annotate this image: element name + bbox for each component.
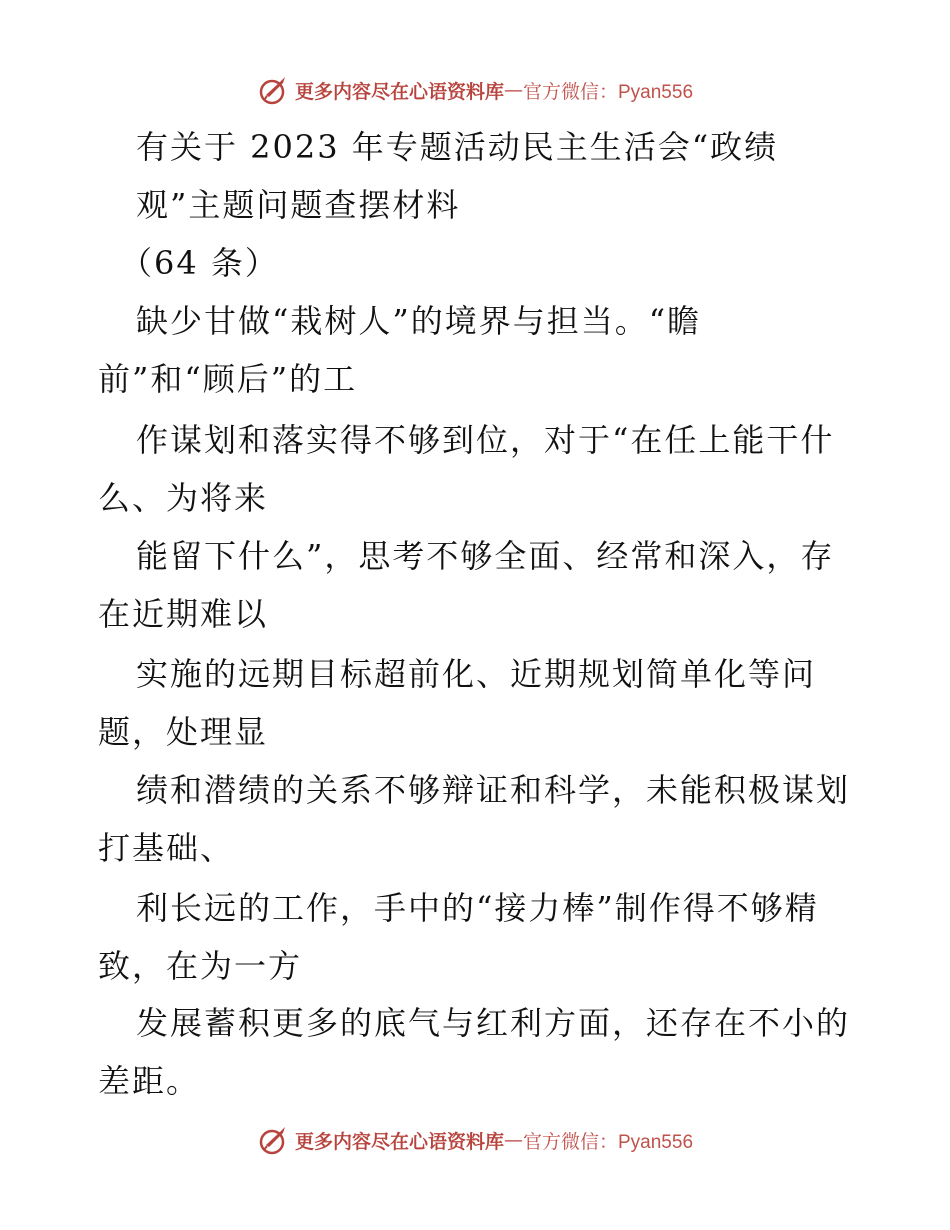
body-line: 作谋划和落实得不够到位，对于“在任上能干什 bbox=[136, 421, 835, 459]
quill-pen-seal-icon bbox=[257, 1123, 291, 1157]
body-line: 题，处理显 bbox=[98, 713, 269, 751]
watermark-contact: 官方微信：Pyan556 bbox=[523, 1131, 694, 1153]
body-line: 么、为将来 bbox=[98, 479, 269, 517]
body-line: 致，在为一方 bbox=[98, 947, 303, 985]
document-title-line-1: 有关于 2023 年专题活动民主生活会“政绩 bbox=[136, 128, 779, 166]
body-line: 打基础、 bbox=[98, 829, 235, 867]
watermark-text bbox=[295, 1127, 693, 1154]
body-line: 在近期难以 bbox=[98, 595, 269, 633]
body-line: 缺少甘做“栽树人”的境界与担当。“瞻 bbox=[136, 302, 702, 340]
watermark-contact: 官方微信：Pyan556 bbox=[523, 81, 694, 103]
body-line: 绩和潜绩的关系不够辩证和科学，未能积极谋划 bbox=[136, 771, 851, 809]
watermark-main: 更多内容尽在心语资料库 bbox=[294, 80, 504, 103]
body-line: 能留下什么”，思考不够全面、经常和深入，存 bbox=[136, 537, 835, 575]
body-line: 利长远的工作，手中的“接力棒”制作得不够精 bbox=[136, 889, 819, 927]
watermark-dash: — bbox=[504, 79, 523, 101]
body-line: 前”和“顾后”的工 bbox=[98, 360, 358, 398]
document-item-count: （64 条） bbox=[120, 244, 279, 282]
watermark-dash: — bbox=[504, 1129, 523, 1151]
document-title-line-2: 观”主题问题查摆材料 bbox=[136, 186, 461, 224]
watermark-banner-bottom bbox=[0, 1120, 950, 1160]
body-line: 发展蓄积更多的底气与红利方面，还存在不小的 bbox=[136, 1004, 851, 1042]
body-line: 差距。 bbox=[98, 1062, 201, 1100]
body-line: 实施的远期目标超前化、近期规划简单化等问 bbox=[136, 655, 817, 693]
watermark-main: 更多内容尽在心语资料库 bbox=[294, 1130, 504, 1153]
